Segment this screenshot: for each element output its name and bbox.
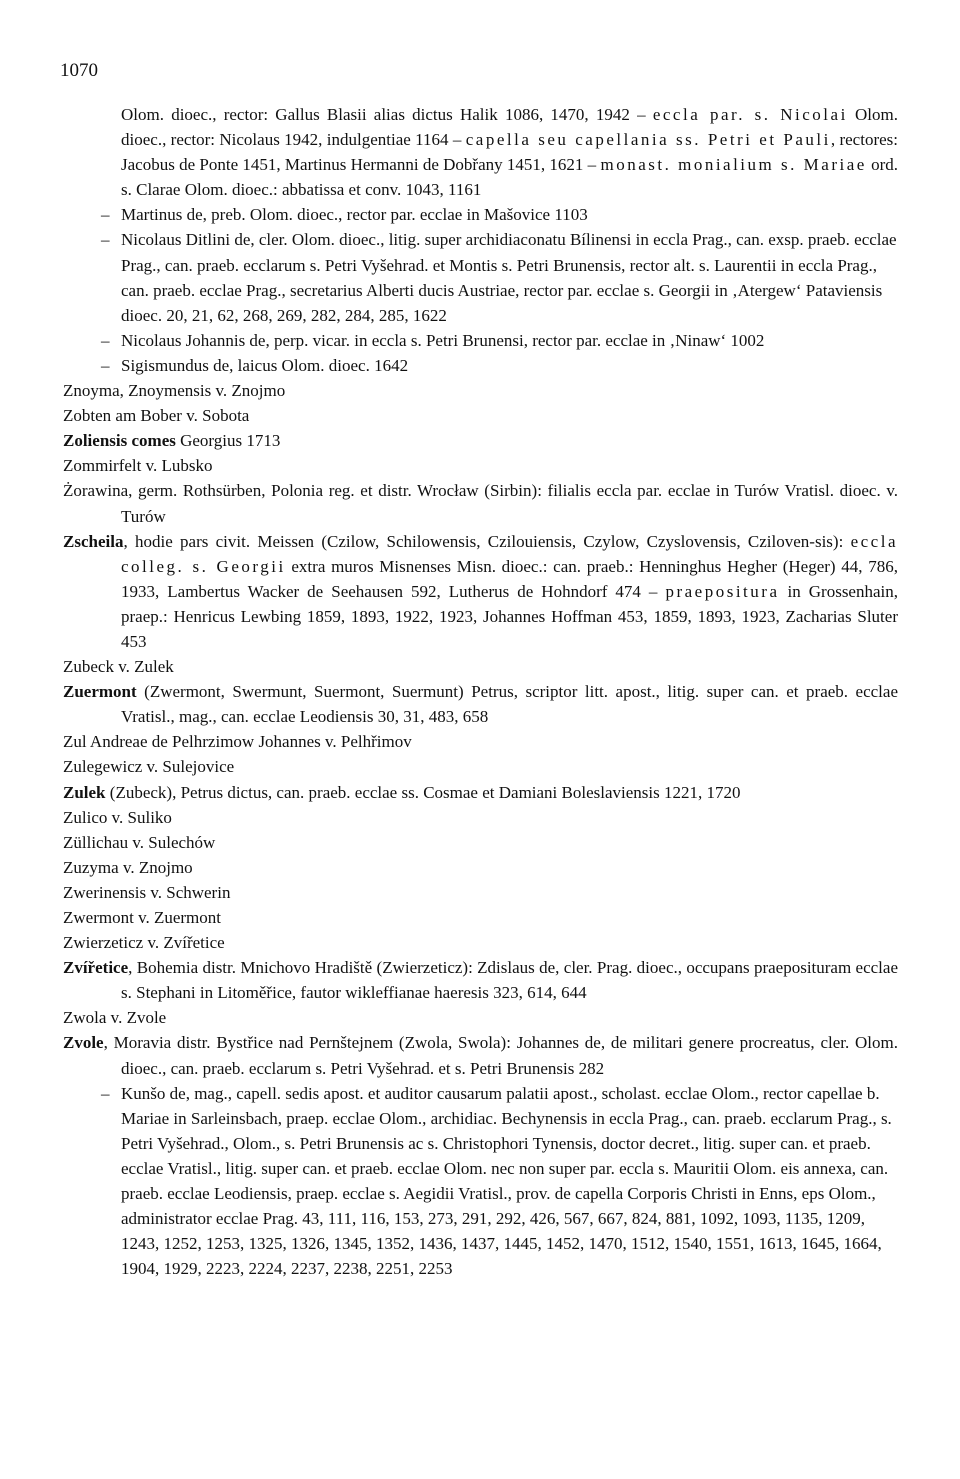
index-entry (63, 880, 898, 905)
entry-text: in Grossenhain, praep.: Henricus Lewbing 1859, 1893, 1922, 1923, Johannes Hoffman 453, 1859, 1893, 1923, Zacharias Sluter 453 (121, 581, 898, 651)
entry-text: Zwierzeticz v. Zvířetice (63, 933, 225, 953)
entry-text: Sigismundus de, laicus Olom. dioec. 1642 (121, 355, 409, 375)
sub-entry (63, 202, 898, 227)
entry-text: Zulegewicz v. Sulejovice (63, 757, 235, 777)
index-entry (63, 529, 898, 654)
entry-text: Züllichau v. Sulechów (63, 832, 216, 852)
index-entry (63, 754, 898, 779)
spaced-term: eccla colleg. s. Georgii (121, 531, 898, 576)
entries-column (63, 102, 898, 1281)
index-entry (63, 679, 898, 729)
page-number: 1070 (60, 60, 98, 81)
sub-entry-dash: – (101, 330, 110, 350)
entry-text: Znoyma, Znoymensis v. Znojmo (63, 381, 286, 401)
spaced-term: praepositura (665, 581, 780, 601)
entry-text: Martinus de, preb. Olom. dioec., rector par. ecclae in Mašovice 1103 (121, 205, 588, 225)
index-entry (63, 805, 898, 830)
entry-text: Zuzyma v. Znojmo (63, 857, 193, 877)
sub-entry (63, 227, 898, 327)
entry-headword: Zulek (63, 782, 106, 802)
entry-text: Zommirfelt v. Lubsko (63, 456, 213, 476)
continued-entry (63, 102, 898, 202)
entry-text: Nicolaus Ditlini de, cler. Olom. dioec., litig. super archidiaconatu Bílinensi in eccla Prag., can. exsp. praeb. ecclae Prag., can. praeb. ecclarum s. Petri Vyšehrad. et Montis s. Petri Brunensis, rector alt. s. Laurentii in eccla Prag., can. praeb. ecclae Prag., secretarius Alberti ducis Austriae, rector par. ecclae s. Georgii in ‚Atergew‘ Pataviensis dioec. 20, 21, 62, 268, 269, 282, 284, 285, 1622 (121, 230, 897, 325)
entry-text: Zubeck v. Zulek (63, 657, 174, 677)
index-entry (63, 955, 898, 1005)
index-entry (63, 1005, 898, 1030)
entry-text: Zwerinensis v. Schwerin (63, 882, 231, 902)
entry-text: Zwola v. Zvole (63, 1008, 167, 1028)
entry-text: Olom. dioec., rector: Gallus Blasii alias dictus Halik 1086, 1470, 1942 – (121, 105, 653, 124)
entry-text: extra muros Misnenses Misn. dioec.: can. praeb.: Henninghus Hegher (Heger) 44, 786, 1933, Lambertus Wacker de Seehausen 592, Lutherus de Hohndorf 474 – (121, 556, 898, 601)
entry-text: Żorawina, germ. Rothsürben, Polonia reg. et distr. Wrocław (Sirbin): filialis eccla par. ecclae in Turów Vratisl. dioec. v. Turów (63, 481, 898, 526)
index-entry (63, 428, 898, 453)
sub-entry-dash: – (101, 230, 110, 250)
entry-text: Zul Andreae de Pelhrzimow Johannes v. Pelhřimov (63, 732, 412, 752)
index-entry (63, 478, 898, 528)
index-entry (63, 453, 898, 478)
index-entry (63, 1030, 898, 1080)
entry-text: Zobten am Bober v. Sobota (63, 406, 250, 426)
spaced-term: eccla par. s. Nicolai (652, 105, 848, 124)
entry-text: (Zubeck), Petrus dictus, can. praeb. ecclae ss. Cosmae et Damiani Boleslaviensis 1221, 1720 (105, 782, 741, 802)
entry-text: , hodie pars civit. Meissen (Czilow, Schilowensis, Czilouiensis, Czylow, Czyslovensis, Cziloven-sis): (123, 531, 851, 551)
index-entry (63, 654, 898, 679)
sub-entry-dash: – (101, 355, 110, 375)
sub-entry (63, 328, 898, 353)
entry-text: Olom. dioec., rector: Nicolaus 1942, indulgentiae 1164 – (121, 105, 899, 150)
index-entry (63, 729, 898, 754)
index-entry (63, 855, 898, 880)
sub-entry-dash: – (101, 205, 110, 225)
entry-text: (Zwermont, Swermunt, Suermont, Suermunt) Petrus, scriptor litt. apost., litig. super can. et praeb. ecclae Vratisl., mag., can. ecclae Leodiensis 30, 31, 483, 658 (121, 682, 898, 727)
entry-text: , Bohemia distr. Mnichovo Hradiště (Zwierzeticz): Zdislaus de, cler. Prag. dioec., occupans praeposituram ecclae s. Stephani in Litoměřice, fautor wikleffianae haeresis 323, 614, 644 (121, 958, 898, 1003)
spaced-term: monast. monialium s. Mariae (600, 155, 867, 175)
entry-text: ord. s. Clarae Olom. dioec.: abbatissa et conv. 1043, 1161 (121, 155, 898, 200)
index-entry (63, 780, 898, 805)
entry-text: Kunšo de, mag., capell. sedis apost. et auditor causarum palatii apost., scholast. ecclae Olom., rector capellae b. Mariae in Sarleinsbach, praep. ecclae Olom., archidiac. Bechynensis in eccla Prag., can. praeb. ecclarum Prag., s. Petri Vyšehrad., Olom., s. Petri Brunensis ac s. Christophori Tynensis, doctor decret., litig. super can. et praeb. ecclae Vratisl., litig. super can. et praeb. ecclae Olom. nec non super par. eccla s. Mauritii Olom. eis annexa, can. praeb. ecclae Leodiensis, praep. ecclae s. Aegidii Vratisl., prov. de capella Corporis Christi in Enns, eps Olom., administrator ecclae Prag. 43, 111, 116, 153, 273, 291, 292, 426, 567, 667, 824, 881, 1092, 1093, 1135, 1209, 1243, 1252, 1253, 1325, 1326, 1345, 1352, 1436, 1437, 1445, 1452, 1470, 1512, 1540, 1551, 1613, 1645, 1664, 1904, 1929, 2223, 2224, 2237, 2238, 2251, 2253 (121, 1083, 892, 1279)
entry-text: Zwermont v. Zuermont (63, 908, 221, 927)
entry-headword: Zscheila (63, 531, 124, 551)
entry-headword: Zuermont (63, 682, 137, 702)
entry-text: Zulico v. Suliko (63, 807, 172, 827)
index-entry (63, 403, 898, 428)
sub-entry (63, 1081, 898, 1282)
entry-text: Georgius 1713 (175, 431, 281, 451)
spaced-term: capella seu capellania ss. Petri et Pauli (465, 130, 831, 150)
index-entry (63, 378, 898, 403)
index-entry (63, 830, 898, 855)
entry-text: Nicolaus Johannis de, perp. vicar. in eccla s. Petri Brunensi, rector par. ecclae in ‚Ninaw‘ 1002 (121, 330, 765, 350)
index-entry (63, 905, 898, 930)
entry-headword: Zvole (63, 1033, 104, 1053)
entry-text: , rectores: Jacobus de Ponte 1451, Martinus Hermanni de Dobřany 1451, 1621 – (121, 130, 898, 175)
entry-headword: Zvířetice (63, 958, 129, 978)
sub-entry-dash: – (101, 1083, 110, 1103)
sub-entry (63, 353, 898, 378)
entry-text: , Moravia distr. Bystřice nad Pernštejnem (Zwola, Swola): Johannes de, de militari genere procreatus, cler. Olom. dioec., can. praeb. ecclarum s. Petri Vyšehrad. et s. Petri Brunensis 282 (103, 1033, 898, 1078)
entry-headword: Zoliensis comes (63, 431, 176, 451)
index-entry (63, 930, 898, 955)
